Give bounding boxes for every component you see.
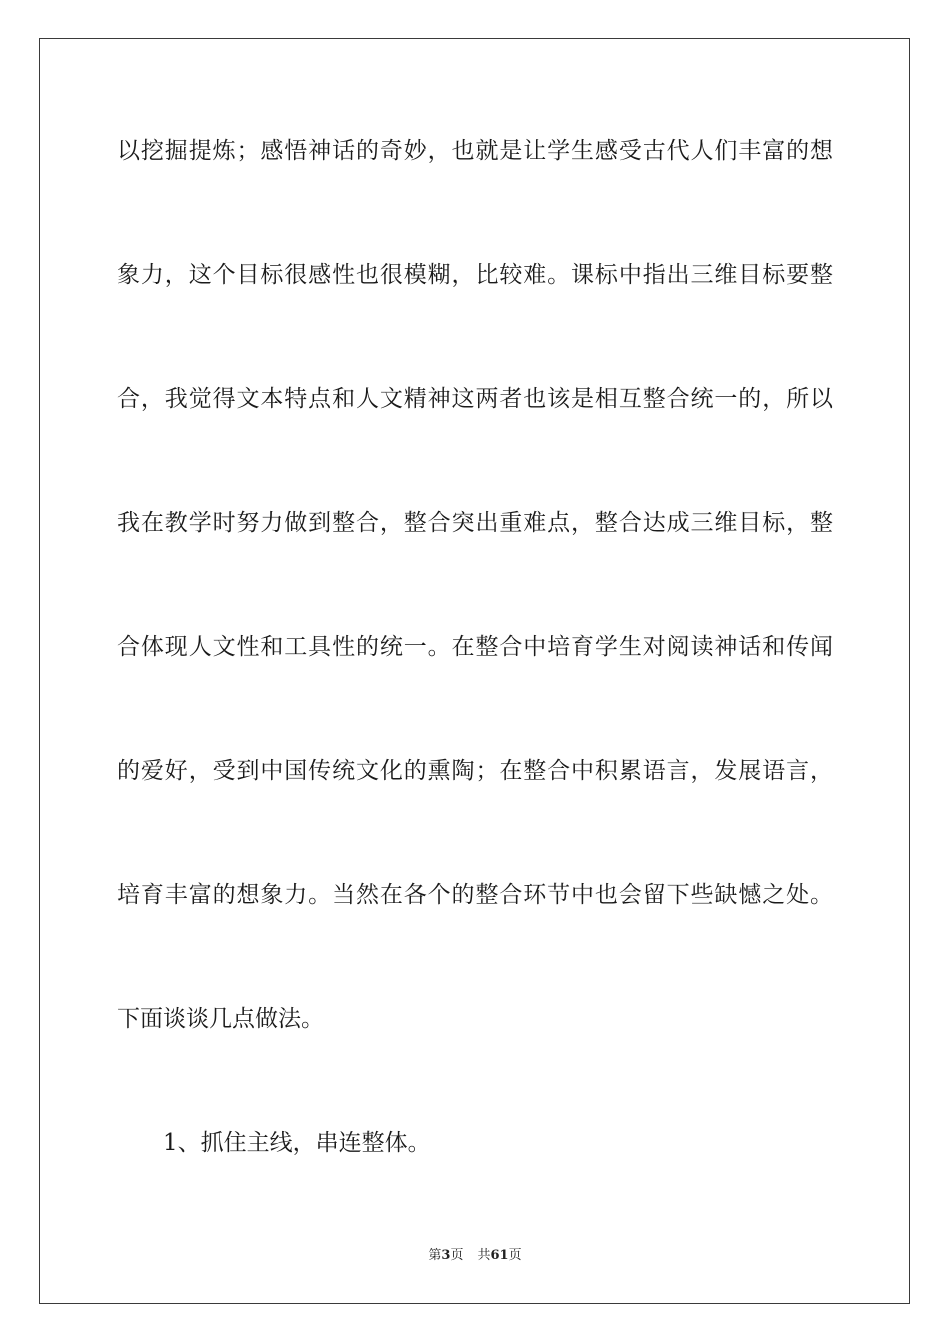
page-border — [39, 38, 910, 1304]
section-heading: 1、抓住主线，串连整体。 — [163, 1130, 431, 1156]
page-suffix: 页 — [450, 1248, 464, 1263]
body-text-line: 合体现人文性和工具性的统一。在整合中培育学生对阅读神话和传闻 — [117, 634, 833, 660]
body-text-line: 合，我觉得文本特点和人文精神这两者也该是相互整合统一的，所以 — [117, 386, 833, 412]
body-text-line: 象力，这个目标很感性也很模糊，比较难。课标中指出三维目标要整 — [117, 262, 833, 288]
body-text-line: 培育丰富的想象力。当然在各个的整合环节中也会留下些缺憾之处。 — [117, 882, 833, 908]
total-pages: 61 — [490, 1248, 509, 1263]
page-footer — [0, 1247, 950, 1265]
total-prefix: 共 — [477, 1248, 491, 1263]
page-number: 3 — [441, 1248, 451, 1263]
page-prefix: 第 — [428, 1248, 442, 1263]
body-text-line: 的爱好，受到中国传统文化的熏陶；在整合中积累语言，发展语言， — [117, 758, 833, 784]
total-suffix: 页 — [508, 1248, 522, 1263]
body-text-line: 我在教学时努力做到整合，整合突出重难点，整合达成三维目标，整 — [117, 510, 833, 536]
body-text-line: 下面谈谈几点做法。 — [117, 1006, 324, 1032]
body-text-line: 以挖掘提炼；感悟神话的奇妙，也就是让学生感受古代人们丰富的想 — [117, 138, 833, 164]
